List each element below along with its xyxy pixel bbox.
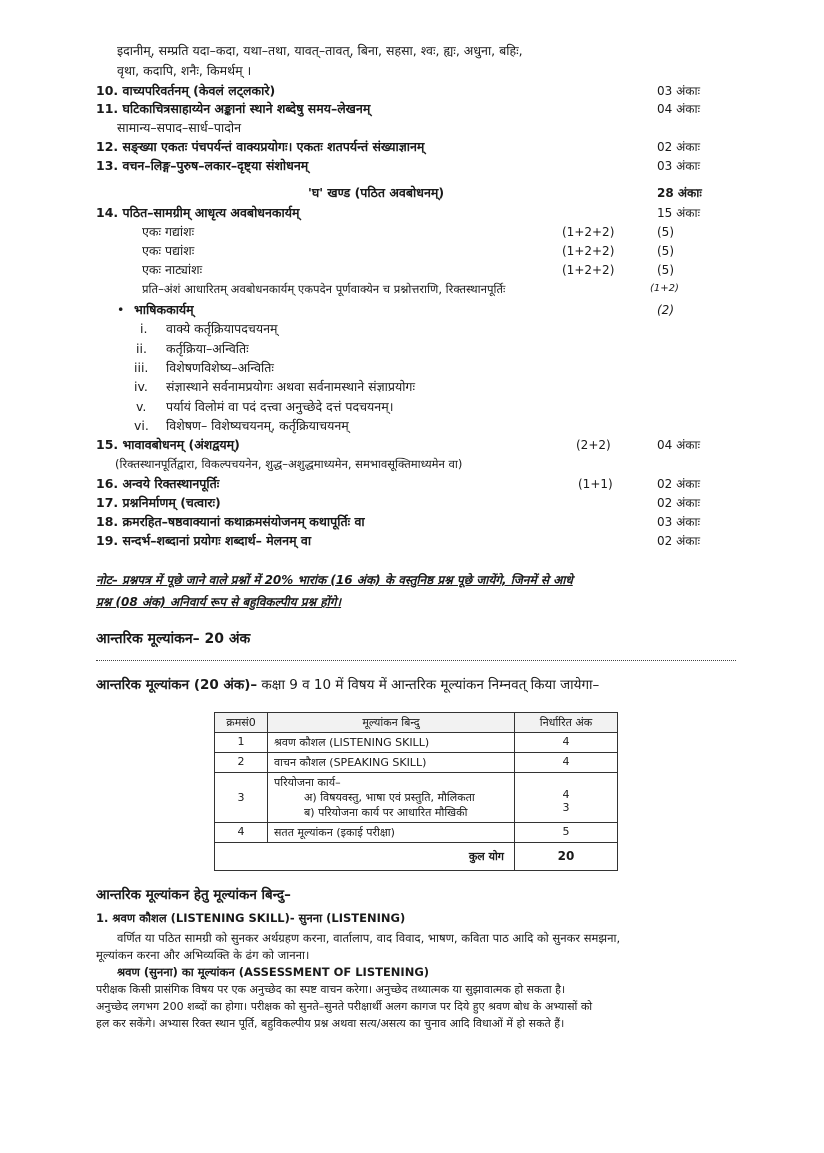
item-14-part-2-split: (1+2+2) — [562, 244, 615, 258]
row-4-num: 4 — [215, 823, 268, 843]
item-11: 11. घटिकाचित्रसाहाय्येन अङ्कानां स्थाने शब्देषु समय–लेखनम् — [96, 101, 371, 116]
section-gha-title: 'घ' खण्ड (पठित अवबोधनम्) — [308, 185, 445, 200]
item-14-part-1-total: (5) — [657, 225, 674, 239]
bhashika-item-4: संज्ञास्थाने सर्वनामप्रयोगः अथवा सर्वनामस्थाने संज्ञाप्रयोगः — [166, 379, 415, 394]
item-15-marks: 04 अंकाः — [657, 438, 701, 452]
row-4-point: सतत मूल्यांकन (इकाई परीक्षा) — [268, 823, 515, 843]
row-3-sub-b: ब) परियोजना कार्य पर आधारित मौखिकी — [304, 806, 468, 819]
listening-a2: अनुच्छेद लगभग 200 शब्दों का होगा। परीक्षक को सुनते–सुनते परीक्षार्थी अलग कागज पर दिये हुए श्रवण बोध के अभ्यासों को — [96, 1000, 593, 1013]
evaluation-table — [214, 712, 618, 871]
row-2-marks: 4 — [515, 753, 618, 773]
bhashika-marks: (2) — [657, 303, 674, 317]
item-19-marks: 02 अंकाः — [657, 534, 701, 548]
item-14-part-2-total: (5) — [657, 244, 674, 258]
item-14-marks: 15 अंकाः — [657, 206, 701, 220]
item-15-split: (2+2) — [576, 438, 611, 452]
row-3-marks-b: 3 — [562, 801, 570, 814]
item-12: 12. सङ्ख्या एकतः पंचपर्यन्तं वाक्यप्रयोगः। एकतः शतपर्यन्तं संख्याज्ञानम् — [96, 139, 425, 154]
table-row — [215, 753, 618, 773]
section-gha-marks: 28 अंकाः — [657, 186, 702, 200]
bhashika-num-4: iv. — [134, 379, 148, 394]
item-11-marks: 04 अंकाः — [657, 102, 701, 116]
row-2-num: 2 — [215, 753, 268, 773]
item-14-note: प्रति–अंशं आधारितम् अवबोधनकार्यम् एकपदेन पूर्णवाक्येन च प्रश्नोत्तराणि, रिक्तस्थानपूर्तिः — [142, 282, 506, 296]
note-line-1: नोट– प्रश्नपत्र में पूछे जाने वाले प्रश्नों में 20% भारांक (16 अंक) के वस्तुनिष्ठ प्रश्न पूछे जायेंगे, जिनमें से आधे — [96, 573, 573, 587]
intro-line-1: इदानीम्, सम्प्रति यदा–कदा, यथा–तथा, यावत्–तावत्, बिना, सहसा, श्वः, ह्यः, अधुना, बहिः, — [117, 43, 523, 58]
header-marks: निर्धारित अंक — [515, 713, 618, 733]
row-3-marks-a: 4 — [562, 788, 570, 801]
item-14: 14. पठित–सामग्रीम् आधृत्य अवबोधनकार्यम् — [96, 205, 300, 220]
row-1-point: श्रवण कौशल (LISTENING SKILL) — [268, 733, 515, 753]
item-10-marks: 03 अंकाः — [657, 84, 701, 98]
item-14-part-3-label: एकः नाट्यांशः — [142, 262, 203, 277]
row-3-num: 3 — [215, 773, 268, 823]
internal-intro — [96, 676, 599, 694]
row-3-marks — [515, 773, 618, 823]
total-label: कुल योग — [268, 843, 515, 871]
table-row — [215, 823, 618, 843]
item-16: 16. अन्वये रिक्तस्थानपूर्तिः — [96, 476, 220, 491]
row-1-marks: 4 — [515, 733, 618, 753]
bhashika-item-1: वाक्ये कर्तृक्रियापदचयनम् — [166, 321, 278, 336]
item-18-marks: 03 अंकाः — [657, 515, 701, 529]
intro-line-2: वृथा, कदापि, शनैः, किमर्थम् । — [117, 63, 252, 78]
table-row — [215, 773, 618, 823]
bullet-icon: • — [117, 302, 125, 317]
listening-assess-heading: श्रवण (सुनना) का मूल्यांकन (ASSESSMENT OF LISTENING) — [117, 965, 430, 979]
item-17: 17. प्रश्ननिर्माणम् (चत्वारः) — [96, 495, 221, 510]
listening-a3: हल कर सकेंगे। अभ्यास रिक्त स्थान पूर्ति, बहुविकल्पीय प्रश्न अथवा सत्य/असत्य का चुनाव आदि विधाओं में हो सकते हैं। — [96, 1017, 565, 1030]
dotted-divider — [96, 660, 736, 661]
bhashika-title: भाषिककार्यम् — [134, 302, 194, 317]
listening-p1: वर्णित या पठित सामग्री को सुनकर अर्थग्रहण करना, वार्तालाप, वाद विवाद, भाषण, कविता पाठ आदि को सुनकर समझना, — [117, 931, 621, 945]
item-13-marks: 03 अंकाः — [657, 159, 701, 173]
item-19: 19. सन्दर्भ–शब्दानां प्रयोगः शब्दार्थ– मेलनम् वा — [96, 533, 312, 548]
bhashika-num-6: vi. — [134, 418, 149, 433]
item-15-sub: (रिक्तस्थानपूर्तिद्वारा, विकल्पचयनेन, शुद्ध–अशुद्धमाध्यमेन, समभावसूक्तिमाध्यमेन वा) — [115, 457, 463, 471]
bhashika-num-5: v. — [136, 399, 147, 414]
bhashika-item-5: पर्यायं विलोमं वा पदं दत्त्वा अनुच्छेदे दत्तं पदचयनम्। — [166, 399, 394, 414]
total-value: 20 — [515, 843, 618, 871]
item-16-marks: 02 अंकाः — [657, 477, 701, 491]
bhashika-num-1: i. — [140, 321, 148, 336]
item-14-part-1-split: (1+2+2) — [562, 225, 615, 239]
table-header-row — [215, 713, 618, 733]
item-14-note-split: (1+2) — [650, 283, 679, 294]
table-row — [215, 733, 618, 753]
row-1-num: 1 — [215, 733, 268, 753]
listening-p2: मूल्यांकन करना और अभिव्यक्ति के ढंग को जानना। — [96, 948, 310, 962]
internal-title: आन्तरिक मूल्यांकन– 20 अंक — [96, 631, 251, 647]
row-3-point — [268, 773, 515, 823]
row-3-title: परियोजना कार्य– — [274, 776, 341, 789]
item-10: 10. वाच्यपरिवर्तनम् (केवलं लट्लकारे) — [96, 83, 276, 98]
header-point: मूल्यांकन बिन्दु — [268, 713, 515, 733]
item-11-sub: सामान्य–सपाद–सार्ध–पादोन — [117, 120, 242, 135]
row-3-sub-a: अ) विषयवस्तु, भाषा एवं प्रस्तुति, मौलिकता — [304, 791, 475, 804]
header-serial: क्रमसं0 — [215, 713, 268, 733]
internal-intro-bold: आन्तरिक मूल्यांकन (20 अंक)– — [96, 677, 258, 693]
item-16-split: (1+1) — [578, 477, 613, 491]
points-title: आन्तरिक मूल्यांकन हेतु मूल्यांकन बिन्दु– — [96, 887, 291, 903]
item-12-marks: 02 अंकाः — [657, 140, 701, 154]
listening-a1: परीक्षक किसी प्रासंगिक विषय पर एक अनुच्छेद का स्पष्ट वाचन करेगा। अनुच्छेद तथ्यात्मक या सुझावात्मक हो सकता है। — [96, 983, 566, 996]
item-14-part-3-split: (1+2+2) — [562, 263, 615, 277]
item-18: 18. क्रमरहित–षष्ठवाक्यानां कथाक्रमसंयोजनम् कथापूर्तिः वा — [96, 514, 365, 529]
bhashika-item-3: विशेषणविशेष्य–अन्वितिः — [166, 360, 274, 375]
table-total-row — [215, 843, 618, 871]
listening-heading: 1. श्रवण कौशल (LISTENING SKILL)- सुनना (LISTENING) — [96, 911, 406, 925]
item-14-part-2-label: एकः पद्यांशः — [142, 243, 195, 258]
item-17-marks: 02 अंकाः — [657, 496, 701, 510]
item-13: 13. वचन–लिङ्ग–पुरुष–लकार–दृष्ट्या संशोधनम् — [96, 158, 309, 173]
item-14-part-1-label: एकः गद्यांशः — [142, 224, 195, 239]
row-2-point: वाचन कौशल (SPEAKING SKILL) — [268, 753, 515, 773]
row-4-marks: 5 — [515, 823, 618, 843]
bhashika-num-2: ii. — [136, 341, 147, 356]
item-15: 15. भावावबोधनम् (अंशद्वयम्) — [96, 437, 240, 452]
internal-intro-rest: कक्षा 9 व 10 में विषय में आन्तरिक मूल्यांकन निम्नवत् किया जायेगा– — [257, 677, 600, 693]
bhashika-num-3: iii. — [134, 360, 149, 375]
bhashika-item-2: कर्तृक्रिया–अन्वितिः — [166, 341, 249, 356]
item-14-part-3-total: (5) — [657, 263, 674, 277]
bhashika-item-6: विशेषण– विशेष्यचयनम्, कर्तृक्रियाचयनम् — [166, 418, 349, 433]
note-line-2: प्रश्न (08 अंक) अनिवार्य रूप से बहुविकल्पीय प्रश्न होंगे। — [96, 595, 342, 609]
